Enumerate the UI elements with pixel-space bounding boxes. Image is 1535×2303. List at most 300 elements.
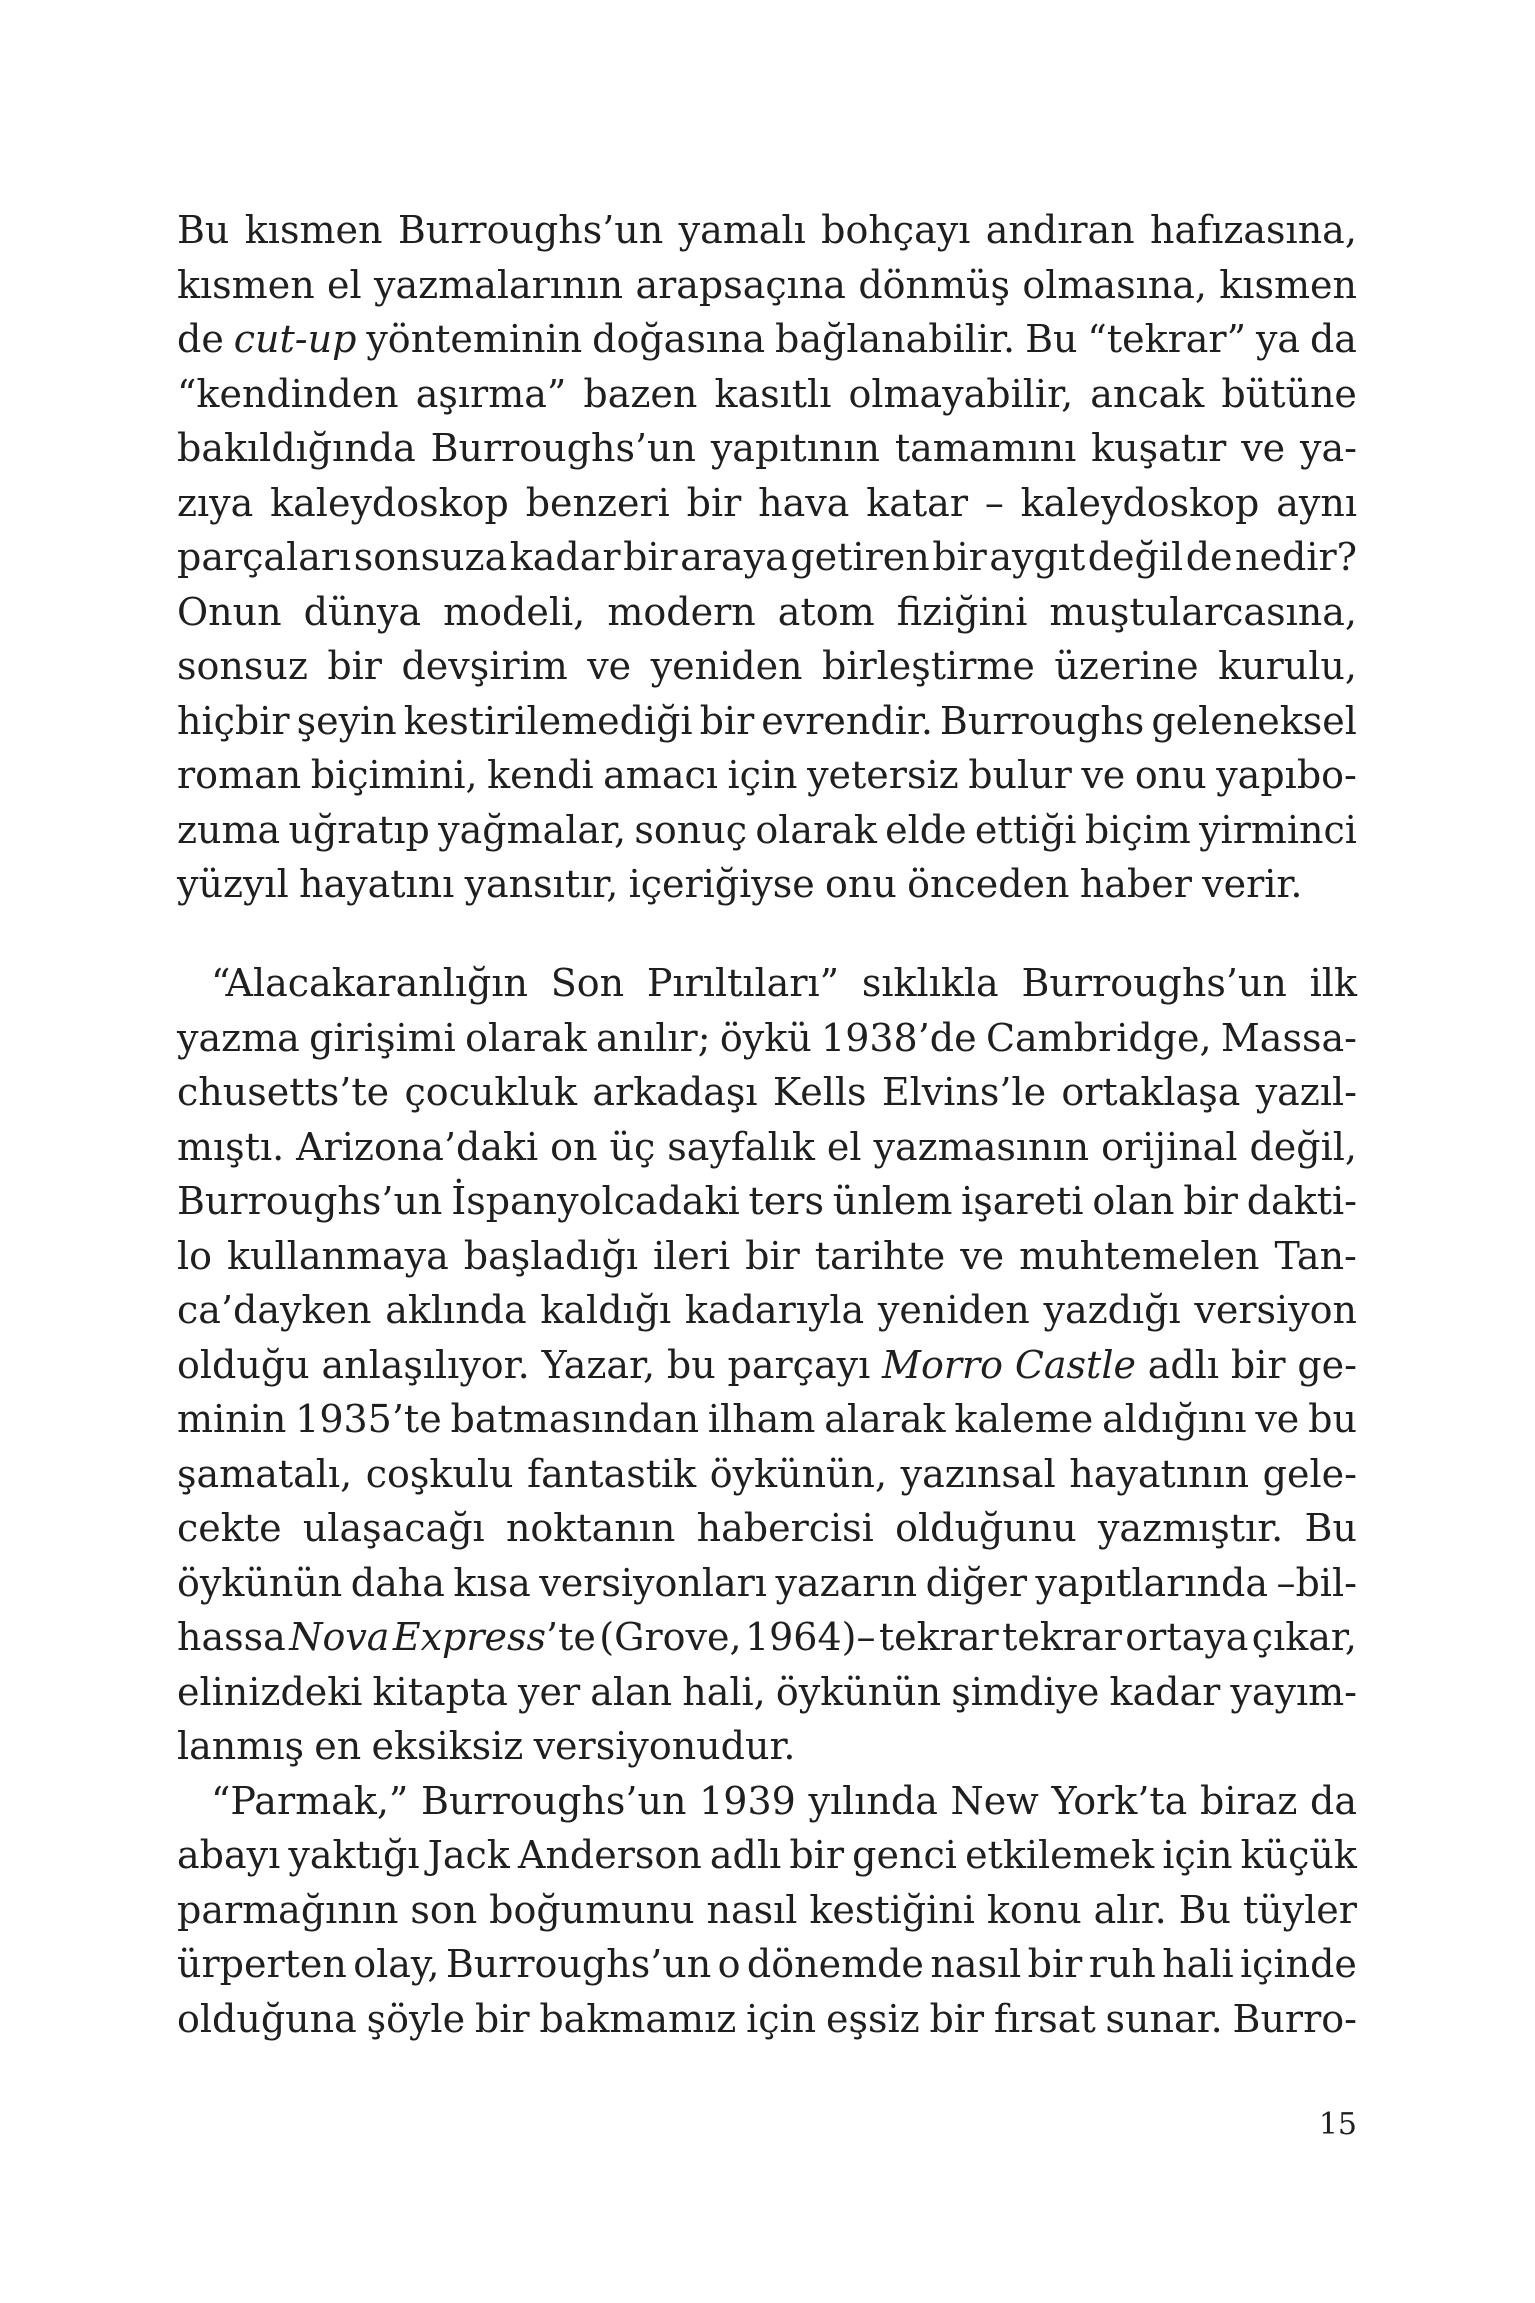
word: bu — [1308, 1397, 1357, 1441]
word: İspanyolcadaki — [451, 1179, 740, 1223]
word: bir — [1027, 1942, 1083, 1986]
word: ge- — [1297, 1342, 1357, 1387]
word: versiyon — [1194, 1288, 1357, 1332]
word: el — [327, 262, 362, 307]
word: kuşatır — [1091, 426, 1227, 470]
word: (Grove, — [599, 1615, 742, 1659]
word: yapıtlarında — [1035, 1560, 1268, 1605]
word: üç — [609, 1124, 656, 1169]
word: Morro — [882, 1342, 1004, 1387]
text-line — [177, 1719, 1357, 1774]
word: Burroughs’un — [177, 1179, 443, 1223]
word: yazarın — [775, 1560, 918, 1605]
word: 1938’de — [821, 1015, 977, 1060]
text-line — [177, 203, 1357, 258]
word: yansıtır, — [464, 862, 619, 906]
word: New — [950, 1778, 1039, 1823]
word: arkadaşı — [592, 1070, 758, 1114]
word: adlı — [709, 1833, 782, 1877]
word: dakti- — [1246, 1179, 1357, 1223]
word: kısmen — [177, 262, 315, 307]
word: versiyonları — [539, 1560, 767, 1605]
word: olduğunu — [895, 1506, 1077, 1550]
word: muştularcasına, — [1049, 589, 1357, 634]
word: da — [1309, 317, 1357, 361]
word: tüyler — [1242, 1887, 1357, 1932]
word: nedir? — [1235, 535, 1357, 579]
word: bir — [686, 480, 742, 525]
word: tarihte — [814, 1233, 946, 1278]
word: genci — [852, 1833, 957, 1877]
text-line — [177, 1556, 1357, 1611]
word: kısa — [453, 1560, 531, 1605]
word: yer — [517, 1669, 581, 1714]
word: yeniden — [650, 644, 803, 688]
word: kısmen — [244, 208, 383, 252]
word: Jack — [427, 1833, 510, 1877]
word: verir. — [1202, 862, 1303, 906]
word: elinizdeki — [177, 1669, 363, 1714]
word: benzeri — [525, 480, 670, 525]
word: bohçayı — [821, 208, 971, 252]
word: hiçbir — [177, 698, 290, 743]
word: bir — [1183, 1179, 1238, 1223]
word: geleneksel — [1151, 698, 1357, 743]
word: – — [984, 480, 1004, 525]
word: önceden — [907, 862, 1070, 906]
word: ters — [748, 1179, 824, 1223]
word: ya — [1255, 317, 1301, 361]
word: nasıl — [706, 1887, 798, 1932]
word: zuma — [177, 807, 281, 852]
word: lo — [177, 1233, 213, 1278]
word: hali, — [682, 1669, 766, 1714]
word: en — [314, 1724, 362, 1768]
word: noktanın — [505, 1506, 676, 1550]
word: diğer — [925, 1560, 1028, 1605]
text-line — [177, 1665, 1357, 1720]
word: orijinal — [1101, 1124, 1238, 1169]
word: olduğuna — [177, 1996, 357, 2041]
text-line — [177, 803, 1357, 858]
word: alarak — [824, 1397, 946, 1441]
word: konu — [986, 1887, 1082, 1932]
word: araya — [680, 535, 788, 579]
word: kısmen — [1219, 262, 1357, 307]
word: biçim — [1084, 807, 1191, 852]
word: yağmalar, — [438, 807, 627, 852]
word: aldığını — [1102, 1397, 1247, 1441]
word: ulaşacağı — [302, 1506, 485, 1550]
word: ve — [1255, 1397, 1300, 1441]
text-line — [177, 956, 1357, 1011]
text-line — [177, 1338, 1357, 1393]
word: kestiğini — [809, 1887, 975, 1932]
word: değil, — [1249, 1124, 1357, 1169]
text-line — [177, 1120, 1357, 1175]
word: adlı — [1147, 1342, 1220, 1387]
word: çocukluk — [404, 1070, 578, 1114]
word: kaleydoskop — [270, 480, 509, 525]
word: York’ta — [1051, 1778, 1188, 1823]
word: kaleydoskop — [1020, 480, 1260, 525]
word: uğratıp — [288, 807, 430, 852]
word: dünya — [303, 589, 422, 634]
text-line — [177, 1937, 1357, 1992]
word: anlaşılıyor. — [321, 1342, 530, 1387]
word: yılında — [808, 1778, 938, 1823]
word: modeli, — [443, 589, 586, 634]
text-line — [177, 1992, 1357, 2047]
word: bir — [1230, 1342, 1286, 1387]
word: yazmıştır. — [1097, 1506, 1284, 1550]
word: parçaları — [177, 535, 352, 579]
word: evrendir. — [761, 698, 933, 743]
word: “Parmak,” — [211, 1778, 409, 1823]
word: boğumunu — [489, 1887, 695, 1932]
text-line — [177, 1883, 1357, 1938]
text-line — [177, 1174, 1357, 1229]
word: yamalı — [678, 208, 806, 252]
word: aklında — [385, 1288, 527, 1332]
word: ileri — [652, 1233, 731, 1278]
word: “tekrar” — [1087, 317, 1247, 361]
word: sonsuz — [177, 644, 308, 688]
word: sonuç — [634, 807, 748, 852]
word: hali — [1162, 1942, 1234, 1986]
word: fantastik — [527, 1451, 697, 1496]
word: ca’dayken — [177, 1288, 372, 1332]
word: olarak — [465, 1015, 587, 1060]
word: dönemde — [746, 1942, 924, 1986]
word: yazıl- — [1255, 1070, 1357, 1114]
word: Burroughs’un — [445, 1942, 712, 1986]
word: yetersiz — [807, 753, 959, 797]
word: sonsuza — [353, 535, 508, 579]
word: elde — [885, 807, 967, 852]
word: şimdiye — [951, 1669, 1100, 1714]
word: kendi — [487, 753, 594, 797]
word: Nova — [289, 1615, 390, 1659]
word: hayatının — [1069, 1451, 1250, 1496]
word: çıkar, — [1251, 1615, 1357, 1659]
word: fiziğini — [896, 589, 1028, 634]
text-line — [177, 367, 1357, 422]
word: içeriğiyse — [628, 862, 815, 906]
word: şamatalı, — [177, 1451, 353, 1496]
word: abayı — [177, 1833, 281, 1877]
word: 1939 — [699, 1778, 796, 1823]
word: ve — [1241, 426, 1286, 470]
text-line — [177, 1610, 1357, 1665]
text-line — [177, 312, 1357, 367]
word: nasıl — [930, 1942, 1022, 1986]
word: Bu — [1025, 317, 1078, 361]
word: hayatını — [299, 862, 455, 906]
word: onu — [825, 862, 897, 906]
word: yeniden — [877, 1288, 1030, 1332]
word: o — [717, 1942, 741, 1986]
word: öykünün — [177, 1560, 343, 1605]
word: “Alacakaranlığın — [211, 961, 528, 1005]
word: kurulu, — [1218, 644, 1357, 688]
word: kadar — [1109, 1669, 1221, 1714]
word: yüzyıl — [177, 862, 289, 906]
word: öykü — [719, 1015, 812, 1060]
word: Cambridge, — [985, 1015, 1212, 1060]
text-line — [177, 639, 1357, 694]
word: yazma — [177, 1015, 300, 1060]
word: tekrar — [1002, 1615, 1122, 1659]
word: ancak — [1090, 371, 1205, 416]
word: devşirim — [401, 644, 568, 688]
word: gele- — [1262, 1451, 1357, 1496]
word: Kells — [772, 1070, 867, 1114]
word: ve — [1081, 753, 1126, 797]
paragraph-1 — [177, 203, 1357, 912]
word: tekrar — [878, 1615, 999, 1659]
word: bağlanabilir. — [775, 317, 1016, 361]
word: Son — [550, 961, 625, 1005]
word: olan — [1092, 1179, 1175, 1223]
word: kaldığı — [540, 1288, 672, 1332]
text-line — [177, 1065, 1357, 1120]
word: ve — [960, 1233, 1005, 1278]
word: ilham — [707, 1397, 816, 1441]
word: içinde — [1240, 1942, 1357, 1986]
word: yapıbo- — [1216, 753, 1357, 797]
word: biraz — [1200, 1778, 1298, 1823]
word: Burroughs’un — [430, 426, 696, 470]
text-line — [177, 857, 1357, 912]
word: –bil- — [1276, 1560, 1357, 1605]
word: yirminci — [1199, 807, 1357, 852]
word: Burroughs — [939, 698, 1145, 743]
word: öykünün — [775, 1669, 942, 1714]
word: “kendinden — [177, 371, 399, 416]
word: olarak — [755, 807, 877, 852]
word: da — [1310, 1778, 1357, 1823]
word: mıştı. — [177, 1124, 285, 1169]
word: anılır; — [595, 1015, 711, 1060]
text-line — [177, 1447, 1357, 1502]
word: yayım- — [1230, 1669, 1357, 1714]
word: bakıldığında — [177, 426, 416, 470]
word: için — [1162, 1833, 1233, 1877]
word: bir — [929, 1996, 985, 2041]
word: Yazar, — [541, 1342, 656, 1387]
word: coşkulu — [365, 1451, 514, 1496]
word: ortaklaşa — [1061, 1070, 1241, 1114]
word: on — [550, 1124, 598, 1169]
word: zıya — [177, 480, 254, 525]
word: versiyonudur. — [533, 1724, 796, 1768]
word: Elvins’le — [881, 1070, 1047, 1114]
word: dönmüş — [858, 262, 1010, 307]
word: yazınsal — [900, 1451, 1056, 1496]
word: kadarıyla — [684, 1288, 865, 1332]
word: eşsiz — [825, 1996, 920, 2041]
word: etkilemek — [965, 1833, 1155, 1877]
word: Bu — [177, 208, 230, 252]
word: de — [1185, 535, 1233, 579]
word: hava — [758, 480, 850, 525]
word: kitapta — [372, 1669, 508, 1714]
word: için — [746, 1996, 817, 2041]
word: alır. — [1093, 1887, 1167, 1932]
word: bir — [932, 535, 987, 579]
word: parmağının — [177, 1887, 399, 1932]
text-line — [177, 1828, 1357, 1883]
word: aşırma” — [415, 371, 567, 416]
word: ürperten — [177, 1942, 347, 1986]
word: katar — [866, 480, 968, 525]
word: onu — [1134, 753, 1207, 797]
word: Express’te — [392, 1615, 596, 1659]
word: Anderson — [518, 1833, 702, 1877]
word: bir — [699, 698, 755, 743]
word: habercisi — [696, 1506, 874, 1550]
word: 1964)– — [744, 1615, 876, 1659]
word: için — [727, 753, 798, 797]
word: ruh — [1088, 1942, 1156, 1986]
word: işareti — [961, 1179, 1084, 1223]
word: yönteminin — [366, 317, 583, 361]
word: daha — [350, 1560, 445, 1605]
text-line — [177, 476, 1357, 531]
word: Tan- — [1274, 1233, 1357, 1278]
word: Arizona’daki — [296, 1124, 539, 1169]
word: fırsat — [993, 1996, 1096, 2041]
word: sayfalık — [667, 1124, 815, 1169]
word: kaleme — [954, 1397, 1094, 1441]
word: bir — [327, 644, 382, 688]
word: getiren — [790, 535, 930, 579]
word: parçayı — [727, 1342, 871, 1387]
word: bir — [789, 1833, 845, 1877]
word: son — [410, 1887, 478, 1932]
word: cekte — [177, 1506, 282, 1550]
word: lanmış — [177, 1724, 304, 1768]
word: tamamını — [894, 426, 1077, 470]
word: ya- — [1300, 426, 1357, 470]
word: de — [177, 317, 224, 361]
text-line — [177, 530, 1357, 585]
text-line — [177, 1774, 1357, 1829]
text-line — [177, 1011, 1357, 1066]
word: Castle — [1014, 1342, 1136, 1387]
word: Burroughs’un — [397, 208, 664, 252]
text-line — [177, 1229, 1357, 1284]
page-number: 15 — [1318, 2107, 1357, 2142]
word: kestirilemediği — [403, 698, 693, 743]
text-line — [177, 1392, 1357, 1447]
text-line — [177, 421, 1357, 476]
word: Bu — [1304, 1506, 1357, 1550]
word: aynı — [1276, 480, 1357, 525]
word: Burroughs’un — [421, 1778, 687, 1823]
word: kasıtlı — [714, 371, 832, 416]
word: değil — [1087, 535, 1184, 579]
word: ve — [587, 644, 632, 688]
word: atom — [777, 589, 875, 634]
word: bir — [745, 1233, 800, 1278]
paragraphs-2-3 — [177, 956, 1357, 2046]
word: girişimi — [309, 1015, 456, 1060]
word: şöyle — [366, 1996, 466, 2041]
word: Bu — [1178, 1887, 1231, 1932]
word: yapıtının — [710, 426, 880, 470]
word: kullanmaya — [227, 1233, 449, 1278]
word: andıran — [985, 208, 1135, 252]
word: aygıt — [989, 535, 1086, 579]
word: bulur — [968, 753, 1072, 797]
word: Massa- — [1220, 1015, 1357, 1060]
text-line — [177, 585, 1357, 640]
word: olmayabilir, — [848, 371, 1074, 416]
word: Pırıltıları” — [646, 961, 840, 1005]
word: arapsaçına — [635, 262, 846, 307]
word: muhtemelen — [1019, 1233, 1260, 1278]
word: öykünün, — [709, 1451, 888, 1496]
text-line — [177, 1283, 1357, 1338]
word: amacı — [603, 753, 718, 797]
word: modern — [607, 589, 756, 634]
word: Onun — [177, 589, 282, 634]
word: kadar — [509, 535, 621, 579]
word: olay, — [353, 1942, 440, 1986]
word: bazen — [583, 371, 698, 416]
word: yazmalarının — [374, 262, 624, 307]
word: alan — [590, 1669, 673, 1714]
word: minin — [177, 1397, 287, 1441]
word: sıklıkla — [861, 961, 999, 1005]
text-line — [177, 258, 1357, 313]
word: birleştirme — [822, 644, 1035, 688]
word: bu — [666, 1342, 716, 1387]
word: ilk — [1309, 961, 1357, 1005]
word: yazdığı — [1043, 1288, 1181, 1332]
word: sunar. — [1105, 1996, 1223, 2041]
word: Burro- — [1232, 1996, 1357, 2041]
text-line — [177, 694, 1357, 749]
word: yazmasının — [873, 1124, 1090, 1169]
word: bir — [474, 1996, 530, 2041]
text-line — [177, 1501, 1357, 1556]
word: yaktığı — [288, 1833, 420, 1877]
word: küçük — [1240, 1833, 1357, 1877]
word: hafızasına, — [1150, 208, 1357, 252]
word: roman — [177, 753, 302, 797]
word: eksiksiz — [371, 1724, 524, 1768]
word: chusetts’te — [177, 1070, 390, 1114]
word: Burroughs’un — [1021, 961, 1287, 1005]
word: bütüne — [1221, 371, 1357, 416]
word: bir — [623, 535, 678, 579]
word: başladığı — [463, 1233, 638, 1278]
word: doğasına — [592, 317, 766, 361]
word: şeyin — [296, 698, 397, 743]
word: haber — [1079, 862, 1192, 906]
word: olmasına, — [1022, 262, 1207, 307]
word: biçimini, — [310, 753, 478, 797]
word: hassa — [177, 1615, 286, 1659]
word: üzerine — [1054, 644, 1199, 688]
word: olduğu — [177, 1342, 310, 1387]
word: bakmamız — [539, 1996, 737, 2041]
word: ettiği — [974, 807, 1077, 852]
word: cut-up — [233, 317, 357, 361]
